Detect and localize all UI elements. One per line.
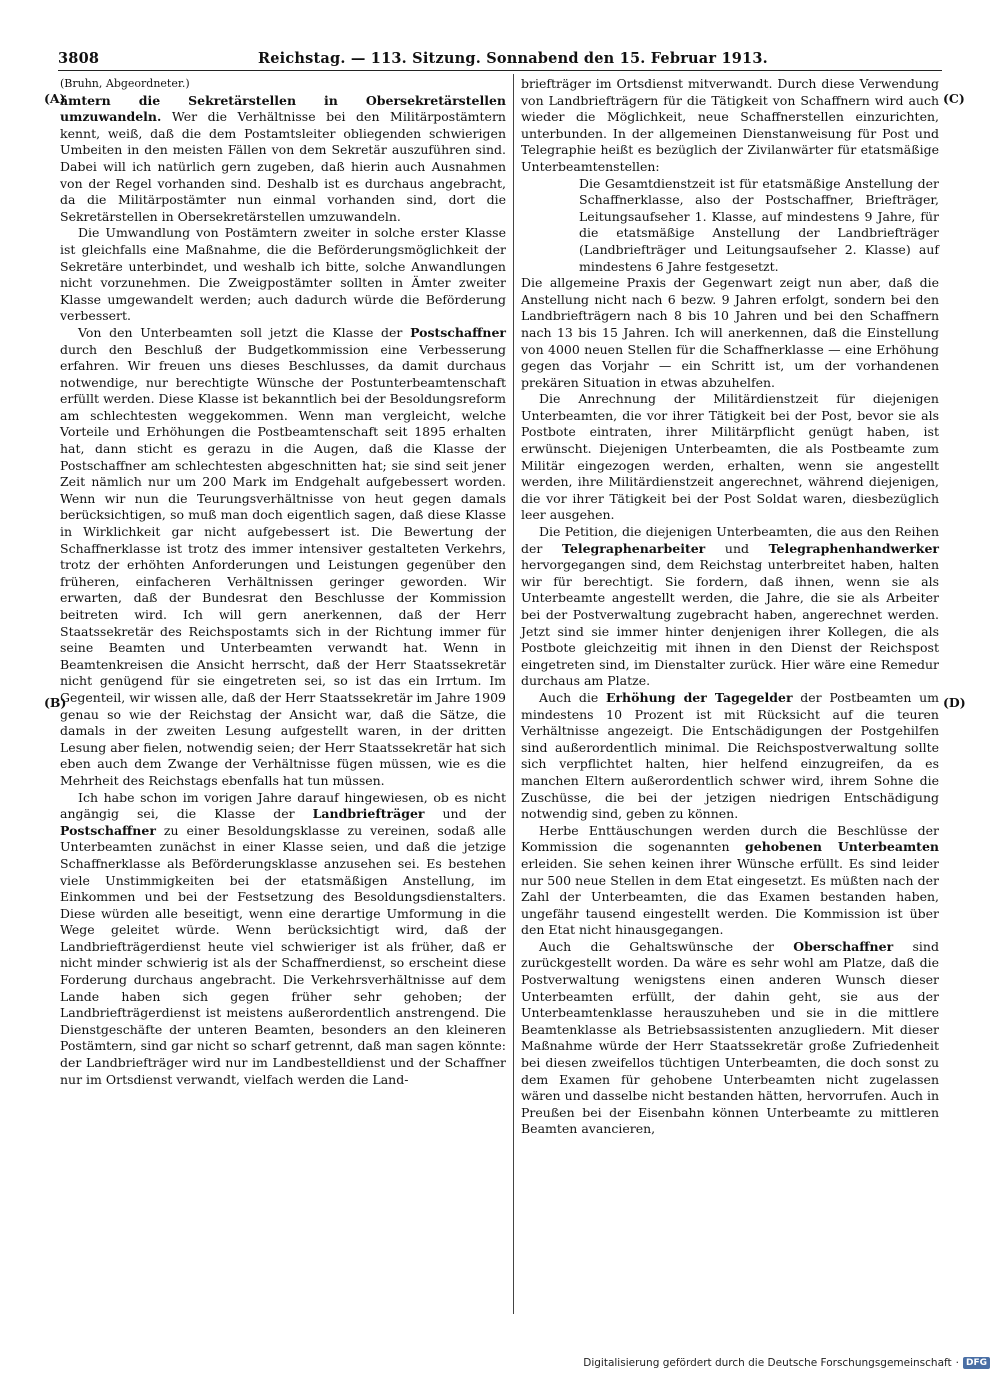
- speaker-attribution: (Bruhn, Abgeordneter.): [60, 77, 190, 90]
- emphasis: Postschaffner: [60, 822, 156, 838]
- header-rule: [58, 70, 942, 71]
- margin-marker-a: (A): [44, 91, 66, 106]
- paragraph: Die Umwandlung von Postämtern zweiter in solche erster Klasse ist gleichfalls eine Maßnahme, die die Beförderungsmöglichkeit der Sekretäre unterbindet, und weshalb ich bitte, solche Anwandlungen nicht vorzunehmen. Die Zweigpostämter sollten in Ämter zweiter Klasse umgewandelt werden; auch dadurch würde die Beförderung verbessert.: [60, 225, 506, 324]
- margin-marker-b: (B): [44, 695, 67, 710]
- paragraph: briefträger im Ortsdienst mitverwandt. Durch diese Verwendung von Landbriefträgern für die Tätigkeit von Schaffnern wird auch wieder die Möglichkeit, neue Schaffnerstellen einzurichten, unterbunden. In der allgemeinen Dienstanweisung für Post und Telegraphie heißt es bezüglich der Zivilanwärter für etatsmäßige Unterbeamtenstellen:: [521, 76, 939, 174]
- running-head: Reichstag. — 113. Sitzung. Sonnabend den 15. Februar 1913.: [258, 50, 768, 67]
- emphasis: Landbriefträger: [312, 806, 425, 822]
- emphasis: Telegraphenhandwerker: [768, 540, 939, 556]
- margin-marker-d: (D): [943, 695, 966, 710]
- paragraph: Die Petition, die diejenigen Unterbeamten, die aus den Reihen der Telegraphenarbeiter und Telegraphenhandwerker hervorgegangen sind, dem Reichstag unterbreitet haben, halten wir für berechtigt. Sie fordern, daß ihnen, wenn sie als Unterbeamte angestellt werden, die Jahre, die sie als Arbeiter bei der Postverwaltung zugebracht haben, angerechnet werden. Jetzt sind sie immer hinter denjenigen ihrer Kollegen, die als Postbote gleichzeitig mit ihnen in den Dienst der Reichspost eingetreten sind, im Dienstalter zurück. Hier wäre eine Remedur durchaus am Platze.: [521, 524, 939, 689]
- left-column: [60, 76, 506, 1088]
- margin-marker-c: (C): [943, 91, 965, 106]
- emphasis: Erhöhung der Tagegelder: [605, 689, 793, 705]
- footer-text: Digitalisierung gefördert durch die Deutsche Forschungsgemeinschaft: [583, 1357, 952, 1369]
- column-divider: [513, 74, 514, 1314]
- paragraph: Herbe Enttäuschungen werden durch die Beschlüsse der Kommission die sogenannten gehobenen Unterbeamten erleiden. Sie sehen keinen ihrer Wünsche erfüllt. Es sind leider nur 500 neue Stellen in dem Etat eingesetzt. Es müßten nach der Zahl der Unterbeamten, die das Examen bestanden haben, ungefähr tausend eingestellt werden. Die Kommission ist über den Etat nicht hinausgegangen.: [521, 822, 939, 938]
- paragraph: Auch die Gehaltswünsche der Oberschaffner sind zurückgestellt worden. Da wäre es sehr wohl am Platze, daß die Postverwaltung wenigstens einen anderen Wunsch dieser Unterbeamten erfüllt, der dahin geht, sie aus der Unterbeamtenklasse herauszuheben und sie in die mittlere Beamtenklasse als Betriebsassistenten anzugliedern. Mit dieser Maßnahme würde der Herr Staatssekretär große Zufriedenheit bei diesen zweifellos tüchtigen Unterbeamten, die doch sonst zu dem Examen für gehobene Unterbeamten nicht zugelassen wären und dasselbe nicht bestanden hätten, hervorrufen. Auch in Preußen bei der Eisenbahn können Unterbeamte zu mittleren Beamten avancieren,: [521, 938, 939, 1137]
- dfg-logo-icon: DFG: [963, 1357, 990, 1369]
- footer-credit: Digitalisierung gefördert durch die Deutsche Forschungsgemeinschaft · DFG: [583, 1357, 990, 1369]
- emphasis: gehobenen Unterbeamten: [745, 839, 939, 855]
- page-number: 3808: [58, 50, 100, 67]
- paragraph: ämtern die Sekretärstellen in Obersekretärstellen umzuwandeln. Wer die Verhältnisse bei den Militärpostämtern kennt, weiß, daß die dem Postamtsleiter obliegenden schwierigen Umbeiten in den meisten Fällen von dem Sekretär auszuführen sind. Dabei will ich natürlich gern zugeben, daß hierin auch Ausnahmen von der Regel vorhanden sind. Deshalb ist es durchaus angebracht, da die Militärpostämter nun einmal vorhanden sind, dort die Sekretärstellen in Obersekretärstellen umzuwandeln.: [60, 92, 506, 224]
- block-quote: Die Gesamtdienstzeit ist für etatsmäßige Anstellung der Schaffnerklasse, also der Postschaffner, Briefträger, Leitungsaufseher 1. Klasse, auf mindestens 9 Jahre, für die etatsmäßige Anstellung der Landbriefträger (Landbriefträger und Leitungsaufseher 2. Klasse) auf mindestens 6 Jahre festgesetzt.: [579, 175, 939, 274]
- emphasis: Telegraphenarbeiter: [562, 540, 706, 556]
- emphasis: Oberschaffner: [793, 938, 894, 954]
- paragraph: Ich habe schon im vorigen Jahre darauf hingewiesen, ob es nicht angängig sei, die Klasse der Landbriefträger und der Postschaffner zu einer Besoldungsklasse zu vereinen, sodaß alle Unterbeamten zunächst in einer Klasse seien, und daß die jetzige Schaffnerklasse als Beförderungsklasse anzusehen sei. Es bestehen viele Unstimmigkeiten bei der etatsmäßigen Anstellung, im Einkommen und bei der Festsetzung des Besoldungsdienstalters. Diese würden alle beseitigt, wenn eine derartige Umformung in die Wege geleitet würde. Wenn berücksichtigt wird, daß der Landbriefträgerdienst heute viel schwieriger ist als früher, daß er nicht minder schwierig ist als der Schaffnerdienst, so erscheint diese Forderung durchaus angebracht. Die Verkehrsverhältnisse auf dem Lande haben sich gegen früher sehr gehoben; der Landbriefträgerdienst ist meistens außerordentlich anstrengend. Die Dienstgeschäfte der unteren Beamten, besonders an den kleineren Postämtern, sind gar nicht so scharf getrennt, daß man sagen könnte: der Landbriefträger wird nur im Landbestelldienst und der Schaffner nur im Ortsdienst verwandt, vielfach werden die Land-: [60, 789, 506, 1087]
- paragraph: Auch die Erhöhung der Tagegelder der Postbeamten um mindestens 10 Prozent ist mit Rücksicht auf die teuren Verhältnisse angezeigt. Die Entschädigungen der Postgehilfen sind außerordentlich minimal. Die Reichspostverwaltung sollte sich verpflichtet halten, hier helfend einzugreifen, da es manchen Eltern außerordentlich schwer wird, ihrem Sohne die Zuschüsse, die bei der jetzigen niedrigen Entschädigung notwendig sind, geben zu können.: [521, 689, 939, 822]
- emphasis: Postschaffner: [410, 324, 506, 340]
- page-header: [58, 50, 942, 72]
- paragraph: Die Anrechnung der Militärdienstzeit für diejenigen Unterbeamten, die vor ihrer Tätigkeit bei der Post, bevor sie als Postbote eintraten, ihrer Militärpflicht genügt haben, ist erwünscht. Diejenigen Unterbeamten, die als Postbeamte zum Militär eingezogen werden, erhalten, wenn sie angestellt werden, ihre Militärdienstzeit angerechnet, während diejenigen, die vor ihrer Tätigkeit bei der Post Soldat waren, diesbezüglich leer ausgehen.: [521, 391, 939, 523]
- emphasis: ämtern die Sekretärstellen in Obersekretärstellen umzuwandeln.: [60, 92, 506, 125]
- paragraph: Die allgemeine Praxis der Gegenwart zeigt nun aber, daß die Anstellung nicht nach 6 bezw. 9 Jahren erfolgt, sondern bei den Landbriefträgern nach 8 bis 10 Jahren und bei den Schaffnern nach 13 bis 15 Jahren. Ich will anerkennen, daß die Einstellung von 4000 neuen Stellen für die Schaffnerklasse — eine Erhöhung gegen das Vorjahr — ein Schritt ist, um der vorhandenen prekären Situation in etwas abzuhelfen.: [521, 275, 939, 390]
- right-column: [521, 76, 939, 1138]
- paragraph: Von den Unterbeamten soll jetzt die Klasse der Postschaffner durch den Beschluß der Budgetkommission eine Verbesserung erfahren. Wir freuen uns dieses Beschlusses, da damit durchaus notwendige, nur berechtigte Wünsche der Postunterbeamtenschaft erfüllt werden. Diese Klasse ist bekanntlich bei der Besoldungsreform am schlechtesten weggekommen. Wenn man vergleicht, welche Vorteile und Erhöhungen die Postbeamtenschaft seit 1895 erhalten hat, dann sticht es gerazu in die Augen, daß die Klasse der Postschaffner am schlechtesten abgeschnitten hat; sie sind seit jener Zeit nämlich nur um 200 Mark im Endgehalt aufgebessert worden. Wenn wir nun die Teurungsverhältnisse von heut gegen damals berücksichtigen, so muß man doch eigentlich sagen, daß diese Klasse in Wirklichkeit gar nicht aufgebessert ist. Die Bewertung der Schaffnerklasse ist trotz des immer intensiver gestalteten Verkehrs, trotz der erhöhten Anforderungen und Leistungen gegenüber den früheren, einfacheren Verhältnissen geringer geworden. Wir erwarten, daß der Bundesrat den Beschlusse der Kommission beitreten wird. Ich will gern anerkennen, daß der Herr Staatssekretär des Reichspostamts sich in der Richtung immer für seine Beamten und Unterbeamten verwandt hat. Wenn in Beamtenkreisen die Ansicht herrscht, daß der Herr Staatssekretär nicht genügend für sie eingetreten sei, so ist das ein Irrtum. Im Gegenteil, wir wissen alle, daß der Herr Staatssekretär im Jahre 1909 genau so wie der Reichstag der Ansicht war, daß die Sätze, die damals in der zweiten Lesung aufgestellt waren, in der dritten Lesung aber fielen, notwendig seien; der Herr Staatssekretär hat sich eben auch dem Zwange der Verhältnisse fügen müssen, wie es die Mehrheit des Reichstags ebenfalls hat tun müssen.: [60, 324, 506, 788]
